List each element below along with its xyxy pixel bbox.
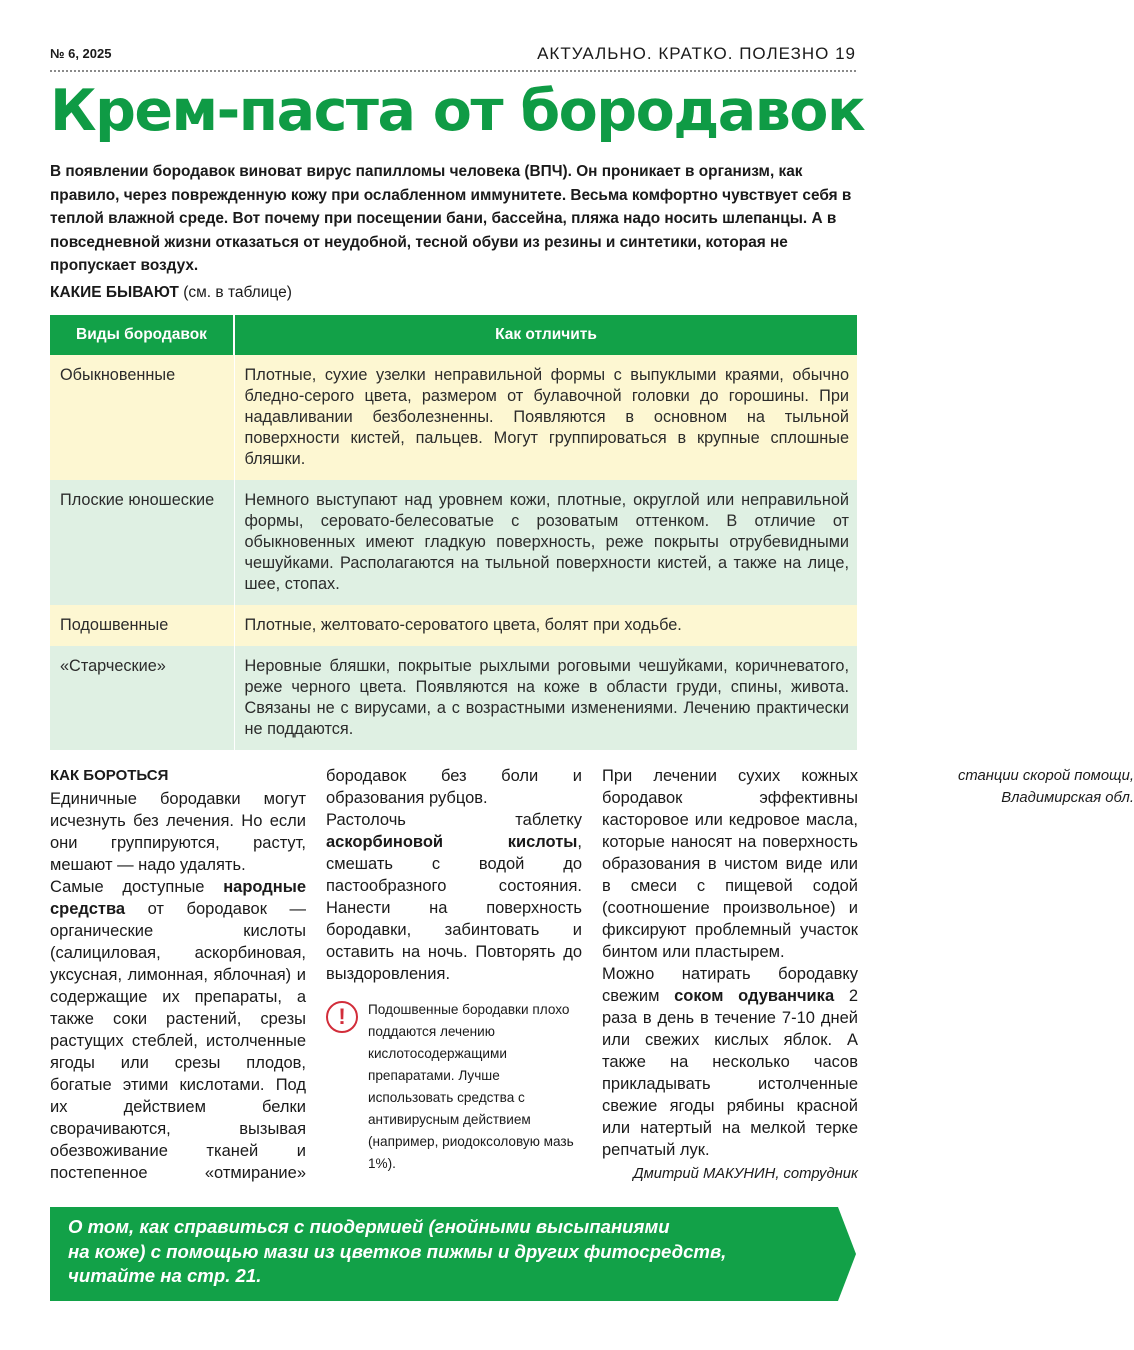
lead-paragraph: В появлении бородавок виноват вирус папилломы человека (ВПЧ). Он проникает в организм, как правило, через поврежденную кожу при ослабленном иммунитете. Весьма комфортно чувствует себя в теплой влажной среде. Вот почему при посещении бани, бассейна, пляжа надо носить шлепанцы. А в повседневной жизни отказаться от неудобной, тесной обуви из резины и синтетики, которая не пропускает воздух. (50, 163, 852, 274)
table-header-row (50, 315, 857, 355)
table-row (50, 646, 857, 750)
table-header-kind: Виды бородавок (50, 315, 234, 355)
table-row (50, 355, 857, 480)
issue-number: № 6, 2025 (50, 46, 112, 61)
banner-text (68, 1215, 828, 1289)
wart-description: Неровные бляшки, покрытые рыхлыми роговыми чешуйками, коричневатого, реже черного цвета. Появляются на коже в области груди, спины, живота. Связаны не с вирусами, а с возрастными изменениями. Лечению практически не поддаются. (234, 646, 857, 750)
wart-description: Плотные, сухие узелки неправильной формы с выпуклыми краями, обычно бледно-серого цвета, размером от булавочной головки до горошины. При надавливании безболезненны. Появляются в основном на тыльной поверхности кистей, пальцев. Могут группироваться в крупные сплошные бляшки. (234, 355, 857, 480)
article-flow (50, 765, 1134, 1185)
paragraph-ascorbic: Растолочь таблетку аскорбиновой кислоты, смешать с водой до пастообразного состояния. Нанести на поверхность бородавки, забинтовать и оставить на ночь. Повторять до выздоровления. (326, 811, 582, 983)
table-header-how: Как отличить (234, 315, 857, 355)
wart-description: Немного выступают над уровнем кожи, плотные, округлой или неправильной формы, серовато-белесоватые с розоватым оттенком. В отличие от обыкновенных имеют гладкую поверхность, реже покрыты отрубевидными чешуйками. Располагаются на тыльной поверхности кистей, а также на лице, шее, стопах. (234, 480, 857, 605)
paragraph-folk-remedies: Самые доступные народные средства от бородавок — органические кислоты (салициловая, аскорбиновая, уксусная, лимонная, яблочная) и содержащие их препараты, а также соки растений, срезы растущих стеблей, истолченные ягоды или срезы плодов, богатые этими кислотами. Под их действием белки сворачиваются, вызывая обезвоживание тканей и постепенное «отмирание» бородавок без боли и образования рубцов. (50, 767, 582, 1182)
wart-kind: Плоские юношеские (50, 480, 234, 605)
subheading-how-to-fight: КАК БОРОТЬСЯ (50, 767, 169, 784)
kinds-heading-hint: (см. в таблице) (183, 284, 292, 301)
wart-kind: «Старческие» (50, 646, 234, 750)
banner-line: на коже) с помощью мази из цветков пижмы и других фитосредств, (68, 1240, 727, 1262)
exclamation-circle-icon: ! (326, 1001, 358, 1033)
signature-line: Дмитрий МАКУНИН, сотрудник (633, 1166, 858, 1182)
table-row (50, 480, 857, 605)
kinds-heading (50, 284, 292, 302)
warning-note-text: Подошвенные бородавки плохо поддаются лечению кислотосодержащими препаратами. Лучше использовать средства с антивирусным действием (например, риодоксоловую мазь 1%). (368, 1002, 574, 1171)
highlight-folk-remedies: народные средства (50, 878, 306, 918)
warts-table (50, 315, 857, 750)
page-header (50, 44, 856, 72)
highlight-dandelion: соком одуванчика (674, 987, 835, 1005)
wart-kind: Обыкновенные (50, 355, 234, 480)
paragraph-intro: Единичные бородавки могут исчезнуть без лечения. Но если они группируются, растут, мешают — надо удалять. (50, 790, 306, 874)
banner-line: читайте на стр. 21. (68, 1265, 262, 1286)
article-title: Крем-паста от бородавок (50, 78, 865, 144)
paragraph-oils: При лечении сухих кожных бородавок эффективны касторовое или кедровое масла, которые наносят на поверхность образования в чистом виде или в смеси с пищевой содой (соотношение произвольное) и фиксируют проблемный участок бинтом или пластырем. (602, 767, 858, 961)
paragraph-dandelion: Можно натирать бородавку свежим соком одуванчика 2 раза в день в течение 7-10 дней или свежих кислых яблок. А также на несколько часов прикладывать истолченные свежие ягоды рябины красной или натертый на мелкой терке репчатый лук. (602, 965, 858, 1159)
section-title: АКТУАЛЬНО. КРАТКО. ПОЛЕЗНО 19 (537, 44, 856, 63)
wart-kind: Подошвенные (50, 605, 234, 646)
signature-line: Владимирская обл. (1001, 790, 1134, 806)
cross-reference-banner (50, 1207, 856, 1301)
table-row (50, 605, 857, 646)
wart-description: Плотные, желтовато-сероватого цвета, болят при ходьбе. (234, 605, 857, 646)
kinds-heading-label: КАКИЕ БЫВАЮТ (50, 284, 179, 301)
signature-line: станции скорой помощи, (957, 768, 1134, 784)
warning-note (326, 999, 582, 1175)
banner-line: О том, как справиться с пиодермией (гнойными высыпаниями (68, 1216, 670, 1237)
highlight-ascorbic: аскорбиновой кислоты (326, 833, 578, 851)
